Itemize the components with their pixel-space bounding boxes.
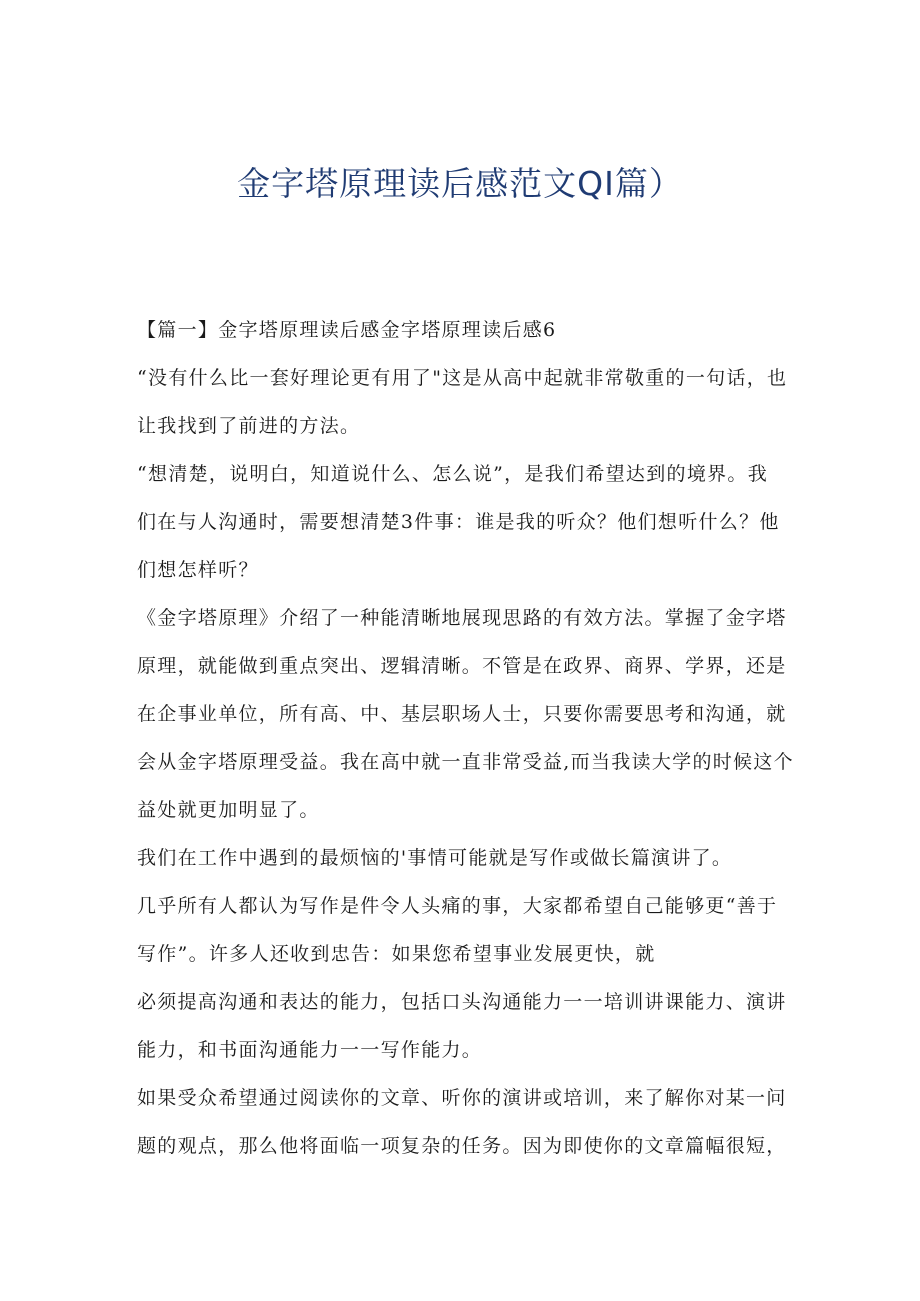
text-line: 会从金字塔原理受益。我在高中就一直非常受益,而当我读大学的时候这个 <box>137 751 794 773</box>
text-line: 们想怎样听？ <box>137 559 259 581</box>
document-body <box>137 306 797 1170</box>
text-line: 在企事业单位，所有高、中、基层职场人士，只要你需要思考和沟通，就 <box>137 703 787 725</box>
document-title: 金字塔原理读后感范文QI篇） <box>237 164 683 203</box>
text-line: “想清楚，说明白，知道说什么、怎么说”，是我们希望达到的境界。我 <box>137 463 769 485</box>
text-line: 写作”。许多人还收到忠告：如果您希望事业发展更快，就 <box>137 943 656 965</box>
text-line: 《金字塔原理》介绍了一种能清晰地展现思路的有效方法。掌握了金字塔 <box>137 607 787 629</box>
text-line: 题的观点，那么他将面临一项复杂的任务。因为即使你的文章篇幅很短， <box>137 1135 787 1157</box>
text-line: 益处就更加明显了。 <box>137 799 320 821</box>
text-line: 们在与人沟通时，需要想清楚3件事：谁是我的听众？他们想听什么？他 <box>137 511 780 533</box>
text-line: 如果受众希望通过阅读你的文章、听你的演讲或培训，来了解你对某一问 <box>137 1087 787 1109</box>
text-line: 能力，和书面沟通能力一一写作能力。 <box>137 1039 483 1061</box>
text-line: 几乎所有人都认为写作是件令人头痛的事，大家都希望自己能够更“善于 <box>137 895 778 917</box>
section-heading: 【篇一】金字塔原理读后感金字塔原理读后感6 <box>137 319 557 341</box>
text-line: 原理，就能做到重点突出、逻辑清晰。不管是在政界、商界、学界，还是 <box>137 655 787 677</box>
text-line: 让我找到了前进的方法。 <box>137 415 361 437</box>
text-line: “没有什么比一套好理论更有用了"这是从高中起就非常敬重的一句话，也 <box>137 367 788 389</box>
text-line: 必须提高沟通和表达的能力，包括口头沟通能力一一培训讲课能力、演讲 <box>137 991 787 1013</box>
text-line: 我们在工作中遇到的最烦恼的'事情可能就是写作或做长篇演讲了。 <box>137 847 733 869</box>
